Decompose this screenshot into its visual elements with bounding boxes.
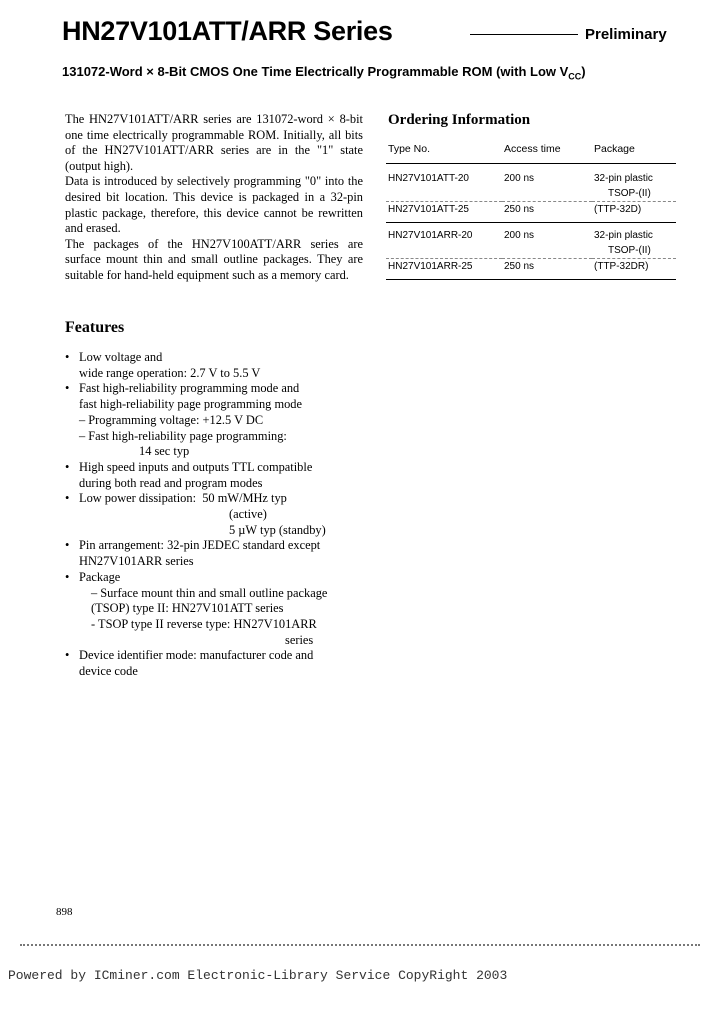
feature-item <box>65 570 365 649</box>
package-cell: TSOP-(II) <box>592 243 676 259</box>
features-heading: Features <box>65 319 125 336</box>
access-cell <box>502 243 592 259</box>
subtitle-main: 131072-Word × 8-Bit CMOS One Time Electrically Programmable ROM (with Low V <box>62 64 569 79</box>
feature-item <box>65 350 365 381</box>
table-row <box>386 223 676 244</box>
feature-item <box>65 491 365 538</box>
feature-line: (active) <box>229 507 267 522</box>
features-list <box>65 350 365 680</box>
table-row <box>386 164 676 187</box>
feature-line: fast high-reliability page programming mode <box>79 397 302 412</box>
column-header-type: Type No. <box>386 141 502 164</box>
table-row <box>386 243 676 259</box>
page-number: 898 <box>56 906 73 918</box>
feature-item <box>65 538 365 569</box>
feature-line: series <box>285 632 314 647</box>
feature-line: wide range operation: 2.7 V to 5.5 V <box>79 365 261 380</box>
scan-divider <box>20 944 700 946</box>
type-cell: HN27V101ARR-20 <box>388 230 473 241</box>
package-cell: 32-pin plastic <box>594 230 653 241</box>
access-cell <box>502 186 592 202</box>
feature-item <box>65 460 365 491</box>
package-cell: 32-pin plastic <box>594 173 653 184</box>
feature-line: • Package <box>79 569 121 584</box>
access-cell: 200 ns <box>504 230 535 241</box>
table-row <box>386 186 676 202</box>
feature-line: • High speed inputs and outputs TTL compatible <box>79 459 313 474</box>
package-cell: (TTP-32DR) <box>592 259 676 280</box>
feature-line: HN27V101ARR series <box>79 554 194 569</box>
feature-line: during both read and program modes <box>79 475 263 490</box>
type-cell <box>386 186 502 202</box>
feature-line: • Low power dissipation: 50 mW/MHz typ <box>79 491 287 506</box>
column-header-package: Package <box>592 141 676 164</box>
package-cell: TSOP-(II) <box>592 186 676 202</box>
feature-line: 5 µW typ (standby) <box>229 522 326 537</box>
table-row <box>386 259 676 280</box>
ordering-heading: Ordering Information <box>388 112 531 128</box>
table-header-row <box>386 141 676 164</box>
description-paragraph: The HN27V101ATT/ARR series are 131072-word × 8-bit one time electrically programmable ROM. Initially, all bits of the HN27V101ATT/ARR series are in the "1" state (output high). <box>65 112 363 173</box>
type-cell: HN27V101ATT-25 <box>386 202 502 223</box>
feature-line: – Programming voltage: +12.5 V DC <box>79 412 264 427</box>
document-subtitle <box>62 64 586 82</box>
description-paragraph: The packages of the HN27V100ATT/ARR series are surface mount thin and small outline packages. They are suitable for hand-held equipment such as a memory card. <box>65 236 363 282</box>
feature-line: • Low voltage and <box>79 350 163 364</box>
description <box>65 112 363 284</box>
feature-line: • Device identifier mode: manufacturer code and <box>79 648 314 663</box>
status-label: Preliminary <box>585 26 667 43</box>
package-cell: (TTP-32D) <box>592 202 676 223</box>
feature-line: – Fast high-reliability page programming: <box>79 428 287 443</box>
access-cell: 200 ns <box>504 173 535 184</box>
feature-item <box>65 648 365 679</box>
access-cell: 250 ns <box>502 259 592 280</box>
subtitle-subscript: CC <box>568 71 582 82</box>
feature-item <box>65 381 365 460</box>
document-title: HN27V101ATT/ARR Series <box>62 16 393 46</box>
type-cell: HN27V101ATT-20 <box>388 173 469 184</box>
ordering-table <box>386 141 676 280</box>
description-paragraph: Data is introduced by selectively programming "0" into the desired bit location. This device is packaged in a 32-pin plastic package, therefore, this device cannot be rewritten and erased. <box>65 174 363 236</box>
feature-line: - TSOP type II reverse type: HN27V101ARR <box>91 616 317 631</box>
type-cell: HN27V101ARR-25 <box>386 259 502 280</box>
table-row <box>386 202 676 223</box>
access-cell: 250 ns <box>502 202 592 223</box>
type-cell <box>386 243 502 259</box>
feature-line: 14 sec typ <box>139 444 190 459</box>
feature-line: • Pin arrangement: 32-pin JEDEC standard except <box>79 538 321 553</box>
column-header-access: Access time <box>502 141 592 164</box>
subtitle-end: ) <box>581 64 586 79</box>
feature-line: – Surface mount thin and small outline package <box>91 585 328 600</box>
footer-credit: Powered by ICminer.com Electronic-Library Service CopyRight 2003 <box>8 968 508 983</box>
feature-line: • Fast high-reliability programming mode and <box>79 381 300 396</box>
feature-line: device code <box>79 664 138 679</box>
header-rule <box>470 34 578 35</box>
feature-line: (TSOP) type II: HN27V101ATT series <box>91 601 284 616</box>
